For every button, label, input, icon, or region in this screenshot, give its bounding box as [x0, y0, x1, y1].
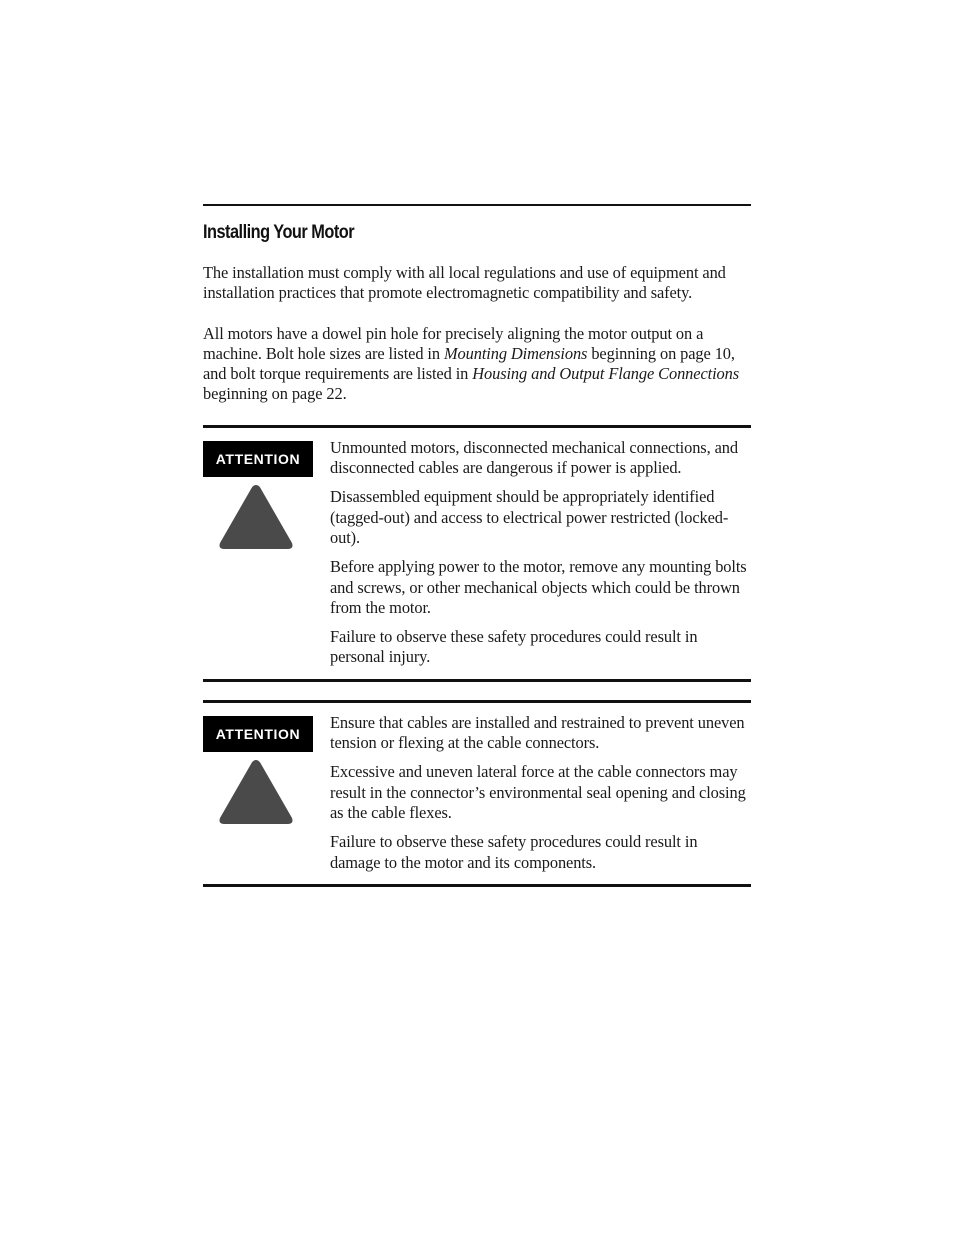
attention-left-column	[203, 713, 330, 873]
top-rule	[203, 204, 751, 206]
intro-p2-text-3: beginning on page 22.	[203, 384, 347, 404]
intro-paragraph-2	[203, 324, 751, 405]
intro-p2-text-2: beginning on page 10, and bolt torque requirements are listed in	[203, 343, 735, 384]
warning-triangle-icon	[217, 756, 295, 828]
attention-paragraph: Before applying power to the motor, remove any mounting bolts and screws, or other mechanical objects which could be thrown from the motor.	[330, 557, 747, 617]
attention-box-2	[203, 700, 751, 887]
housing-flange-reference: Housing and Output Flange Connections	[472, 364, 739, 384]
attention-paragraph: Unmounted motors, disconnected mechanical connections, and disconnected cables are dangerous if power is applied.	[330, 437, 738, 478]
warning-triangle-icon	[217, 481, 295, 553]
attention-paragraph: Failure to observe these safety procedures could result in personal injury.	[330, 627, 698, 667]
attention-text-column	[330, 713, 751, 873]
intro-paragraph-1: The installation must comply with all local regulations and use of equipment and installation practices that promote electromagnetic compatibility and safety.	[203, 263, 726, 303]
attention-paragraph: Disassembled equipment should be appropriately identified (tagged-out) and access to electrical power restricted (locked-out).	[330, 487, 729, 547]
attention-box-1	[203, 425, 751, 682]
attention-paragraph: Failure to observe these safety procedures could result in damage to the motor and its components.	[330, 832, 698, 872]
intro-p2-text-1: All motors have a dowel pin hole for precisely aligning the motor output on a machine. Bolt hole sizes are listed in	[203, 323, 704, 363]
attention-label: ATTENTION	[203, 441, 313, 477]
section-title: Installing Your Motor	[203, 222, 355, 243]
mounting-dimensions-reference: Mounting Dimensions	[443, 343, 588, 363]
attention-paragraph: Ensure that cables are installed and restrained to prevent uneven tension or flexing at the cable connectors.	[330, 712, 745, 753]
document-page	[203, 204, 751, 887]
attention-left-column	[203, 438, 330, 668]
attention-label: ATTENTION	[203, 716, 313, 752]
attention-paragraph: Excessive and uneven lateral force at the cable connectors may result in the connector’s environmental seal opening and closing as the cable flexes.	[330, 762, 746, 822]
attention-text-column	[330, 438, 751, 668]
